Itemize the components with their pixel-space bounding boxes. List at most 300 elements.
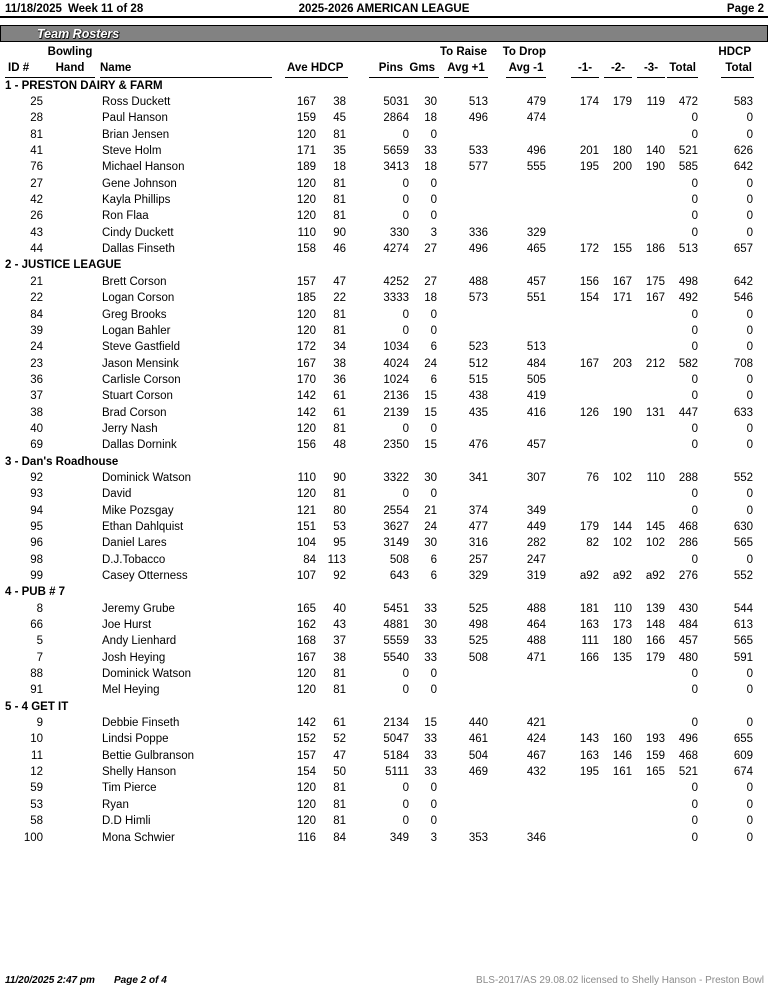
cell-total: 0 — [691, 194, 698, 207]
cell-ave: 162 — [296, 619, 316, 632]
player-row — [5, 225, 756, 241]
cell-g3 — [634, 813, 667, 829]
cell-hdcp: 81 — [333, 668, 346, 681]
cell-total: 0 — [691, 308, 698, 321]
cell-ave: 185 — [296, 292, 316, 305]
cell-hdcp: 18 — [333, 161, 346, 174]
cell-gms: 0 — [430, 668, 437, 681]
cell-total: 0 — [691, 798, 698, 811]
cell-gms: 0 — [430, 128, 437, 141]
cell-drop — [490, 323, 548, 339]
player-row — [5, 388, 756, 404]
cell-g3: 175 — [645, 275, 665, 288]
cell-ht: 544 — [733, 602, 753, 615]
cell-hdcp: 81 — [333, 488, 346, 501]
cell-gms: 33 — [424, 651, 437, 664]
cell-ht: 546 — [733, 292, 753, 305]
cell-name: Cindy Duckett — [102, 226, 174, 239]
cell-ht: 674 — [733, 766, 753, 779]
cell-raise: 316 — [468, 537, 488, 550]
player-row — [5, 372, 756, 388]
cell-ht: 642 — [733, 161, 753, 174]
cell-gms: 15 — [424, 390, 437, 403]
cell-id: 93 — [30, 488, 43, 501]
cell-drop: 471 — [526, 651, 546, 664]
cell-gms: 6 — [430, 341, 437, 354]
cell-g2 — [601, 715, 634, 731]
cell-gms: 33 — [424, 766, 437, 779]
cell-g2: a92 — [612, 570, 632, 582]
cell-ht: 0 — [746, 308, 753, 321]
cell-id: 7 — [36, 651, 43, 664]
cell-name: Jerry Nash — [102, 422, 158, 435]
cell-drop — [490, 486, 548, 502]
cell-g2 — [601, 388, 634, 404]
cell-drop: 467 — [526, 749, 546, 762]
cell-total: 0 — [691, 112, 698, 125]
cell-g3 — [634, 208, 667, 224]
section-title: Team Rosters — [37, 27, 120, 41]
cell-pins: 5184 — [383, 749, 409, 762]
player-row — [5, 748, 756, 764]
cell-pins: 2134 — [383, 717, 409, 730]
cell-g2: 160 — [612, 733, 632, 746]
cell-hand — [45, 666, 95, 682]
cell-g1 — [548, 110, 601, 126]
cell-drop: 307 — [526, 471, 546, 484]
cell-g1 — [548, 830, 601, 846]
cell-name: Steve Gastfield — [102, 341, 180, 354]
cell-gms: 0 — [430, 782, 437, 795]
cell-g1 — [548, 437, 601, 453]
cell-pins: 0 — [402, 488, 409, 501]
cell-gms: 0 — [430, 324, 437, 337]
cell-name: Dominick Watson — [102, 668, 192, 681]
team-name: 3 - Dan's Roadhouse — [5, 455, 119, 468]
cell-hand — [45, 110, 95, 126]
player-row — [5, 731, 756, 747]
cell-g1 — [548, 552, 601, 568]
cell-total: 0 — [691, 668, 698, 681]
cell-ht: 0 — [746, 717, 753, 730]
cell-g3: 186 — [645, 243, 665, 256]
cell-g3: 139 — [645, 602, 665, 615]
cell-drop — [490, 127, 548, 143]
cell-hdcp: 46 — [333, 243, 346, 256]
cell-id: 11 — [31, 749, 43, 762]
cell-drop: 346 — [526, 831, 546, 844]
cell-gms: 21 — [424, 504, 437, 517]
cell-g1 — [548, 666, 601, 682]
cell-total: 585 — [678, 161, 698, 174]
cell-hand — [45, 127, 95, 143]
cell-hand — [45, 274, 95, 290]
cell-gms: 33 — [424, 145, 437, 158]
cell-ht: 0 — [746, 668, 753, 681]
cell-id: 76 — [30, 161, 43, 174]
cell-total: 0 — [691, 226, 698, 239]
cell-g1 — [548, 682, 601, 698]
cell-hdcp: 90 — [333, 471, 346, 484]
cell-g2: 146 — [612, 749, 632, 762]
cell-gms: 30 — [424, 96, 437, 109]
cell-g1 — [548, 813, 601, 829]
cell-g1 — [548, 715, 601, 731]
cell-hand — [45, 208, 95, 224]
cell-pins: 2554 — [383, 504, 409, 517]
cell-g1 — [548, 307, 601, 323]
player-row — [5, 486, 756, 502]
cell-ht: 0 — [746, 226, 753, 239]
cell-hand — [45, 421, 95, 437]
cell-g2: 179 — [612, 96, 632, 109]
cell-id: 10 — [30, 733, 43, 746]
cell-ht: 642 — [733, 275, 753, 288]
team-name: 5 - 4 GET IT — [5, 700, 69, 713]
player-row — [5, 470, 756, 486]
cell-total: 276 — [678, 570, 698, 582]
cell-hand — [45, 715, 95, 731]
cell-hand — [45, 764, 95, 780]
cell-name: Dallas Dornink — [102, 439, 177, 452]
player-row — [5, 192, 756, 208]
cell-g1 — [548, 176, 601, 192]
cell-id: 98 — [30, 553, 43, 566]
cell-g2 — [601, 176, 634, 192]
cell-hand — [45, 323, 95, 339]
cell-hdcp: 37 — [333, 635, 346, 648]
col-header-to-drop: To Drop Avg -1 — [490, 44, 548, 78]
cell-g1: 167 — [579, 357, 599, 370]
cell-id: 9 — [36, 717, 43, 730]
team-name: 2 - JUSTICE LEAGUE — [5, 259, 122, 272]
cell-pins: 0 — [402, 668, 409, 681]
cell-pins: 643 — [389, 570, 409, 582]
cell-pins: 5540 — [383, 651, 409, 664]
cell-gms: 30 — [424, 537, 437, 550]
cell-raise: 525 — [468, 602, 488, 615]
cell-ave: 167 — [296, 357, 316, 370]
cell-g2: 161 — [612, 766, 632, 779]
cell-drop: 513 — [526, 341, 546, 354]
cell-gms: 33 — [424, 635, 437, 648]
cell-drop — [490, 813, 548, 829]
cell-hdcp: 47 — [333, 275, 346, 288]
player-row — [5, 421, 756, 437]
cell-g3 — [634, 552, 667, 568]
cell-raise: 577 — [468, 161, 488, 174]
cell-hand — [45, 650, 95, 666]
cell-pins: 3322 — [383, 471, 409, 484]
cell-raise: 336 — [468, 226, 488, 239]
cell-g2 — [601, 110, 634, 126]
player-row — [5, 290, 756, 306]
player-row — [5, 552, 756, 568]
cell-hand — [45, 797, 95, 813]
cell-g3: 110 — [646, 471, 665, 484]
cell-id: 36 — [30, 373, 43, 386]
cell-id: 96 — [30, 537, 43, 550]
cell-g1: 82 — [586, 537, 599, 550]
cell-gms: 33 — [424, 602, 437, 615]
cell-drop: 555 — [526, 161, 546, 174]
team-header-row — [5, 257, 756, 273]
cell-ave: 171 — [296, 145, 316, 158]
cell-id: 41 — [30, 145, 43, 158]
cell-pins: 4274 — [383, 243, 409, 256]
cell-drop: 488 — [526, 635, 546, 648]
cell-hand — [45, 617, 95, 633]
cell-total: 498 — [678, 275, 698, 288]
cell-raise: 353 — [468, 831, 488, 844]
cell-total: 0 — [691, 341, 698, 354]
cell-raise — [439, 780, 490, 796]
cell-name: Ethan Dahlquist — [102, 520, 184, 533]
cell-drop — [490, 208, 548, 224]
cell-g3: 179 — [645, 651, 665, 664]
cell-drop: 319 — [526, 570, 546, 582]
cell-g2 — [601, 208, 634, 224]
player-row — [5, 764, 756, 780]
cell-id: 5 — [36, 635, 43, 648]
cell-id: 25 — [30, 96, 43, 109]
cell-pins: 3413 — [383, 161, 409, 174]
cell-name: Jeremy Grube — [102, 602, 175, 615]
cell-id: 24 — [30, 341, 43, 354]
cell-hand — [45, 405, 95, 421]
player-row — [5, 437, 756, 453]
cell-name: Casey Otterness — [102, 570, 188, 582]
cell-ht: 552 — [733, 570, 753, 582]
cell-total: 0 — [691, 504, 698, 517]
cell-ht: 0 — [746, 210, 753, 223]
cell-pins: 3627 — [383, 520, 409, 533]
cell-raise: 508 — [468, 651, 488, 664]
col-header-ave-hdcp: Ave HDCP — [285, 44, 348, 78]
player-row — [5, 830, 756, 846]
cell-pins: 1034 — [383, 341, 409, 354]
cell-ht: 609 — [733, 749, 753, 762]
cell-g3 — [634, 388, 667, 404]
cell-g1: 154 — [579, 292, 599, 305]
cell-total: 288 — [678, 471, 698, 484]
cell-g2 — [601, 666, 634, 682]
cell-name: D.D Himli — [102, 815, 151, 828]
cell-ave: 120 — [296, 684, 316, 697]
cell-g1: 172 — [579, 243, 599, 256]
cell-g1: a92 — [579, 570, 599, 582]
cell-gms: 15 — [424, 717, 437, 730]
cell-hand — [45, 290, 95, 306]
cell-drop: 416 — [526, 406, 546, 419]
cell-total: 468 — [678, 749, 698, 762]
cell-g3: 131 — [645, 406, 665, 419]
cell-name: Dallas Finseth — [102, 243, 175, 256]
cell-hand — [45, 176, 95, 192]
cell-gms: 24 — [424, 520, 437, 533]
cell-total: 457 — [678, 635, 698, 648]
cell-hdcp: 50 — [333, 766, 346, 779]
cell-g3 — [634, 715, 667, 731]
col-header-game2: -2- — [601, 44, 634, 78]
cell-ave: 159 — [296, 112, 316, 125]
cell-raise — [439, 208, 490, 224]
cell-drop — [490, 666, 548, 682]
cell-g3 — [634, 127, 667, 143]
cell-g1 — [548, 797, 601, 813]
team-header-row — [5, 78, 756, 94]
cell-ht: 708 — [733, 357, 753, 370]
cell-g3 — [634, 372, 667, 388]
player-row — [5, 503, 756, 519]
cell-drop: 474 — [526, 112, 546, 125]
cell-ave: 157 — [296, 275, 316, 288]
cell-g2: 167 — [612, 275, 632, 288]
cell-total: 0 — [691, 390, 698, 403]
cell-drop: 505 — [526, 373, 546, 386]
cell-hand — [45, 486, 95, 502]
cell-id: 40 — [30, 422, 43, 435]
team-name: 4 - PUB # 7 — [5, 586, 66, 599]
cell-g2: 173 — [612, 619, 632, 632]
page-number: Page 2 — [726, 3, 764, 15]
cell-hdcp: 113 — [327, 553, 346, 566]
cell-hdcp: 81 — [333, 782, 346, 795]
player-row — [5, 127, 756, 143]
cell-name: David — [102, 488, 132, 501]
cell-name: Ryan — [102, 798, 129, 811]
cell-hdcp: 81 — [333, 324, 346, 337]
cell-g1: 195 — [579, 161, 599, 174]
cell-g1: 195 — [579, 766, 599, 779]
cell-gms: 30 — [424, 471, 437, 484]
cell-g1: 156 — [579, 275, 599, 288]
cell-hdcp: 80 — [333, 504, 346, 517]
cell-g2: 200 — [612, 161, 632, 174]
cell-ave: 120 — [296, 324, 316, 337]
cell-ht: 0 — [746, 815, 753, 828]
cell-pins: 5659 — [383, 145, 409, 158]
player-row — [5, 274, 756, 290]
cell-gms: 18 — [424, 292, 437, 305]
cell-total: 0 — [691, 210, 698, 223]
cell-name: Brett Corson — [102, 275, 167, 288]
cell-ave: 156 — [296, 439, 316, 452]
cell-total: 484 — [678, 619, 698, 632]
report-date: 11/18/2025 — [5, 3, 62, 15]
cell-g2 — [601, 421, 634, 437]
cell-ave: 152 — [296, 733, 316, 746]
cell-name: Logan Corson — [102, 292, 175, 305]
cell-hdcp: 81 — [333, 684, 346, 697]
cell-id: 39 — [30, 324, 43, 337]
cell-g1 — [548, 486, 601, 502]
cell-ave: 154 — [296, 766, 316, 779]
section-title-bar — [0, 25, 768, 42]
cell-g3 — [634, 225, 667, 241]
cell-id: 66 — [30, 619, 43, 632]
cell-ht: 0 — [746, 324, 753, 337]
player-row — [5, 797, 756, 813]
cell-g2: 102 — [612, 471, 632, 484]
player-row — [5, 159, 756, 175]
cell-name: Ron Flaa — [102, 210, 149, 223]
cell-gms: 3 — [430, 831, 437, 844]
cell-hdcp: 61 — [333, 406, 346, 419]
player-row — [5, 405, 756, 421]
cell-id: 28 — [30, 112, 43, 125]
cell-ave: 170 — [296, 373, 316, 386]
cell-hdcp: 47 — [333, 749, 346, 762]
cell-id: 23 — [30, 357, 43, 370]
cell-id: 53 — [30, 798, 43, 811]
cell-g2 — [601, 307, 634, 323]
cell-total: 0 — [691, 439, 698, 452]
cell-hdcp: 48 — [333, 439, 346, 452]
cell-g3 — [634, 110, 667, 126]
cell-drop: 432 — [526, 766, 546, 779]
cell-pins: 0 — [402, 782, 409, 795]
cell-hand — [45, 307, 95, 323]
cell-g2 — [601, 225, 634, 241]
col-header-to-raise: To Raise Avg +1 — [439, 44, 490, 78]
cell-raise: 257 — [468, 553, 488, 566]
cell-ht: 633 — [733, 406, 753, 419]
cell-total: 0 — [691, 488, 698, 501]
cell-hand — [45, 731, 95, 747]
player-row — [5, 519, 756, 535]
cell-g3: 166 — [645, 635, 665, 648]
cell-g3: 193 — [645, 733, 665, 746]
cell-hand — [45, 633, 95, 649]
cell-ht: 655 — [733, 733, 753, 746]
cell-drop: 465 — [526, 243, 546, 256]
cell-drop: 551 — [526, 292, 546, 305]
cell-total: 430 — [678, 602, 698, 615]
cell-g2 — [601, 192, 634, 208]
cell-g2 — [601, 797, 634, 813]
page-footer — [0, 975, 768, 989]
cell-ht: 565 — [733, 635, 753, 648]
cell-hand — [45, 388, 95, 404]
cell-hand — [45, 470, 95, 486]
cell-id: 21 — [30, 275, 43, 288]
cell-g1 — [548, 503, 601, 519]
cell-g3 — [634, 176, 667, 192]
cell-name: Steve Holm — [102, 145, 162, 158]
cell-name: Ross Duckett — [102, 96, 171, 109]
cell-drop: 419 — [526, 390, 546, 403]
cell-total: 521 — [678, 766, 698, 779]
cell-total: 496 — [678, 733, 698, 746]
cell-g3: 167 — [645, 292, 665, 305]
cell-g2: 155 — [612, 243, 632, 256]
cell-pins: 0 — [402, 815, 409, 828]
cell-g2 — [601, 780, 634, 796]
cell-pins: 2136 — [383, 390, 409, 403]
cell-hdcp: 22 — [333, 292, 346, 305]
cell-g2 — [601, 323, 634, 339]
player-row — [5, 617, 756, 633]
cell-pins: 4024 — [383, 357, 409, 370]
cell-raise — [439, 192, 490, 208]
cell-g1 — [548, 339, 601, 355]
cell-hdcp: 81 — [333, 798, 346, 811]
cell-ave: 120 — [296, 488, 316, 501]
cell-ave: 142 — [296, 390, 316, 403]
cell-hand — [45, 830, 95, 846]
cell-id: 27 — [30, 177, 43, 190]
